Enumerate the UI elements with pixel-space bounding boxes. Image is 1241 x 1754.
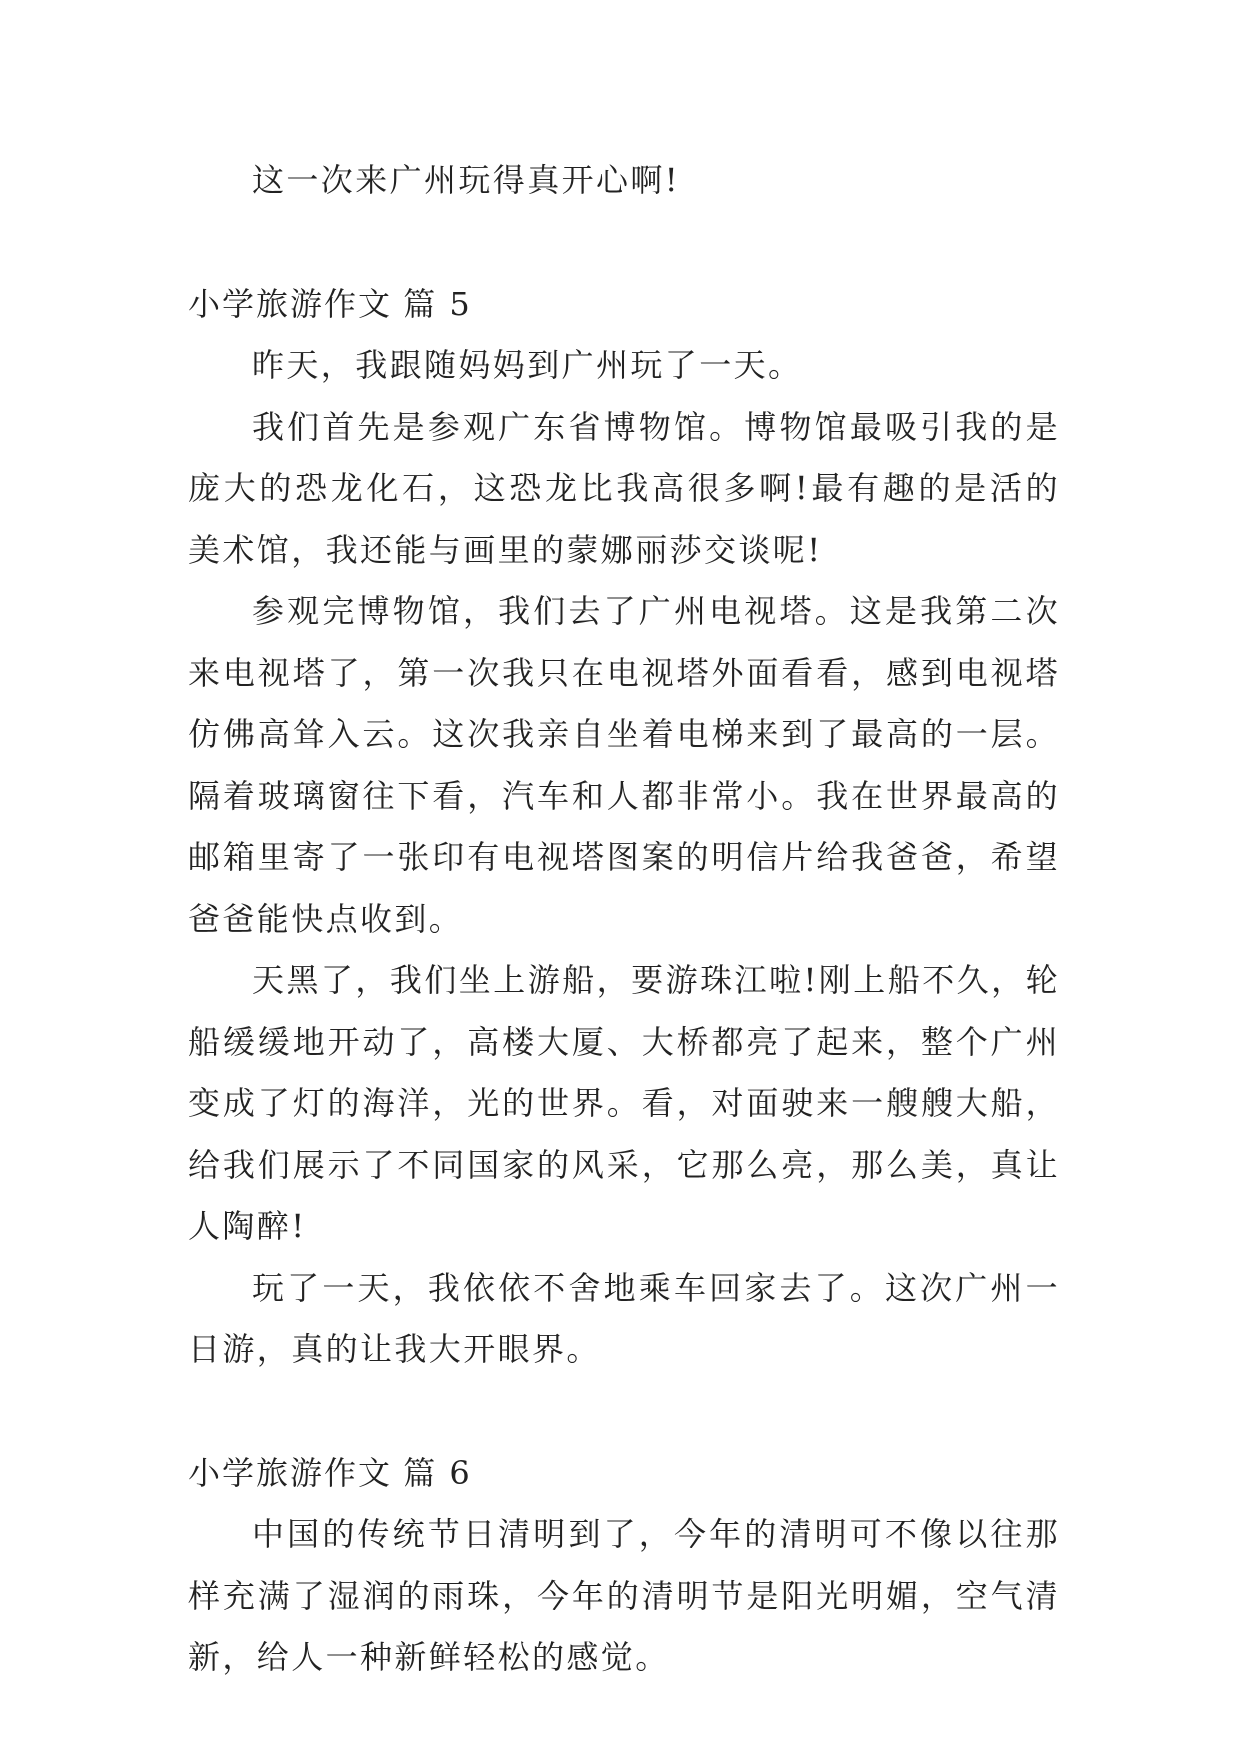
section-number: 篇 5 <box>403 284 472 323</box>
paragraph: 玩了一天，我依依不舍地乘车回家去了。这次广州一日游，真的让我大开眼界。 <box>188 1268 1060 1368</box>
document-page <box>188 150 1060 1689</box>
section-number: 篇 6 <box>403 1453 472 1492</box>
section-title: 小学旅游作文 <box>188 1453 393 1492</box>
section-title: 小学旅游作文 <box>188 284 393 323</box>
paragraph: 我们首先是参观广东省博物馆。博物馆最吸引我的是庞大的恐龙化石，这恐龙比我高很多啊!最有趣的是活的美术馆，我还能与画里的蒙娜丽莎交谈呢! <box>188 407 1060 569</box>
paragraph: 昨天，我跟随妈妈到广州玩了一天。 <box>252 346 803 384</box>
paragraph: 参观完博物馆，我们去了广州电视塔。这是我第二次来电视塔了，第一次我只在电视塔外面看看，感到电视塔仿佛高耸入云。这次我亲自坐着电梯来到了最高的一层。隔着玻璃窗往下看，汽车和人都非常小。我在世界最高的邮箱里寄了一张印有电视塔图案的明信片给我爸爸，希望爸爸能快点收到。 <box>188 592 1060 938</box>
paragraph: 天黑了，我们坐上游船，要游珠江啦!刚上船不久，轮船缓缓地开动了，高楼大厦、大桥都亮了起来，整个广州变成了灯的海洋，光的世界。看，对面驶来一艘艘大船，给我们展示了不同国家的风采，它那么亮，那么美，真让人陶醉! <box>188 961 1060 1245</box>
opening-paragraph: 这一次来广州玩得真开心啊! <box>252 161 681 199</box>
section-heading-5 <box>188 274 1060 336</box>
section-heading-6 <box>188 1443 1060 1505</box>
paragraph: 中国的传统节日清明到了，今年的清明可不像以往那样充满了湿润的雨珠，今年的清明节是阳光明媚，空气清新，给人一种新鲜轻松的感觉。 <box>188 1515 1060 1676</box>
